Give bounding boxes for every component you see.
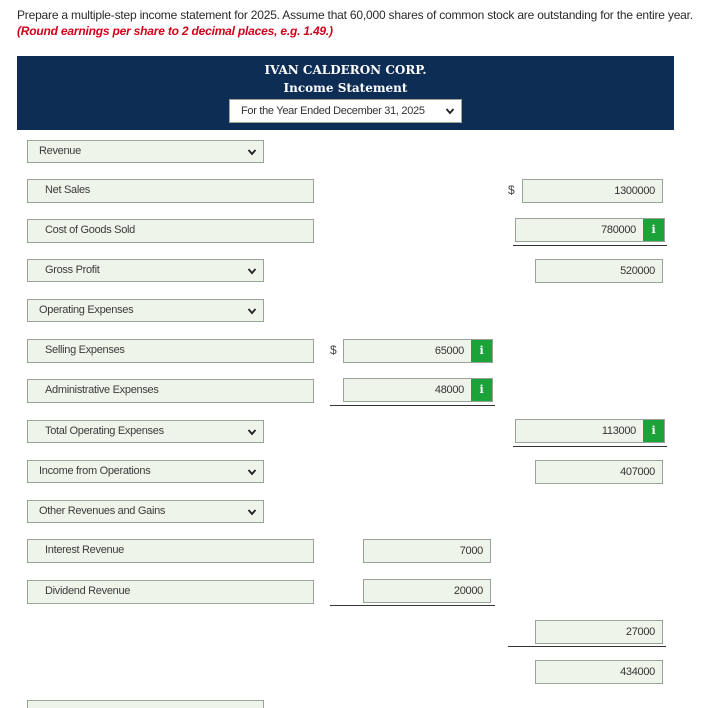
- period-select-value: For the Year Ended December 31, 2025: [241, 105, 425, 117]
- chevron-down-icon: [247, 306, 257, 316]
- other-revenues-total-amount[interactable]: [535, 620, 663, 644]
- subtotal-amount[interactable]: [535, 660, 663, 684]
- other-revenues-total-value: 27000: [625, 626, 655, 638]
- revenue-section-select[interactable]: [27, 140, 264, 163]
- admin-expenses-label: Administrative Expenses: [45, 384, 159, 396]
- net-sales-label: Net Sales: [45, 184, 90, 196]
- interest-revenue-label: Interest Revenue: [45, 544, 124, 556]
- net-sales-amount[interactable]: [522, 179, 663, 203]
- selling-expenses-value: 65000: [434, 345, 464, 357]
- selling-expenses-label-field[interactable]: [27, 339, 314, 363]
- statement-title: Income Statement: [283, 81, 408, 95]
- operating-expenses-label: Operating Expenses: [39, 304, 134, 316]
- admin-expenses-value: 48000: [434, 384, 464, 396]
- info-icon[interactable]: i: [643, 420, 664, 442]
- income-from-operations-value: 407000: [620, 466, 655, 478]
- other-revenues-label: Other Revenues and Gains: [39, 505, 166, 517]
- dividend-revenue-label: Dividend Revenue: [45, 585, 131, 597]
- info-icon[interactable]: i: [471, 379, 492, 401]
- dividend-revenue-value: 20000: [453, 585, 483, 597]
- dividend-revenue-amount[interactable]: [363, 579, 491, 603]
- underline: [513, 245, 667, 246]
- underline: [513, 446, 667, 447]
- underline: [330, 405, 495, 406]
- total-operating-expenses-value: 113000: [601, 425, 636, 437]
- subtotal-value: 434000: [620, 666, 655, 678]
- other-revenues-select[interactable]: [27, 500, 264, 523]
- admin-expenses-label-field[interactable]: [27, 379, 314, 403]
- gross-profit-value: 520000: [620, 265, 655, 277]
- selling-expenses-label: Selling Expenses: [45, 344, 125, 356]
- cogs-label-field[interactable]: [27, 219, 314, 243]
- underline: [330, 605, 495, 606]
- chevron-down-icon: [445, 106, 455, 116]
- chevron-down-icon: [247, 147, 257, 157]
- total-operating-expenses-select[interactable]: [27, 420, 264, 443]
- chevron-down-icon: [247, 467, 257, 477]
- income-from-operations-label: Income from Operations: [39, 465, 151, 477]
- interest-revenue-label-field[interactable]: [27, 539, 314, 563]
- chevron-down-icon: [247, 507, 257, 517]
- instructions-note: (Round earnings per share to 2 decimal places, e.g. 1.49.): [17, 24, 333, 38]
- operating-expenses-select[interactable]: [27, 299, 264, 322]
- interest-revenue-value: 7000: [459, 545, 483, 557]
- gross-profit-amount[interactable]: [535, 259, 663, 283]
- chevron-down-icon: [247, 266, 257, 276]
- cogs-label: Cost of Goods Sold: [45, 224, 135, 236]
- underline: [508, 646, 666, 647]
- cogs-value: 780000: [601, 224, 636, 236]
- revenue-section-label: Revenue: [39, 145, 81, 157]
- net-sales-value: 1300000: [614, 185, 655, 197]
- gross-profit-select[interactable]: [27, 259, 264, 282]
- info-icon[interactable]: i: [471, 340, 492, 362]
- period-select[interactable]: [229, 99, 462, 123]
- cogs-amount[interactable]: [515, 218, 665, 242]
- interest-revenue-amount[interactable]: [363, 539, 491, 563]
- income-from-operations-amount[interactable]: [535, 460, 663, 484]
- total-operating-expenses-amount[interactable]: [515, 419, 665, 443]
- income-from-operations-select[interactable]: [27, 460, 264, 483]
- chevron-down-icon: [247, 427, 257, 437]
- net-sales-label-field[interactable]: [27, 179, 314, 203]
- total-operating-expenses-label: Total Operating Expenses: [45, 425, 164, 437]
- currency-symbol: $: [330, 343, 337, 357]
- selling-expenses-amount[interactable]: [343, 339, 493, 363]
- dividend-revenue-label-field[interactable]: [27, 580, 314, 604]
- company-name: IVAN CALDERON CORP.: [264, 63, 427, 77]
- gross-profit-label: Gross Profit: [45, 264, 100, 276]
- admin-expenses-amount[interactable]: [343, 378, 493, 402]
- info-icon[interactable]: i: [643, 219, 664, 241]
- instructions-text: Prepare a multiple-step income statement for 2025. Assume that 60,000 shares of common stock are outstanding for the entire year.: [17, 8, 693, 22]
- next-row-select[interactable]: [27, 700, 264, 708]
- currency-symbol: $: [508, 183, 515, 197]
- instructions: [17, 7, 697, 39]
